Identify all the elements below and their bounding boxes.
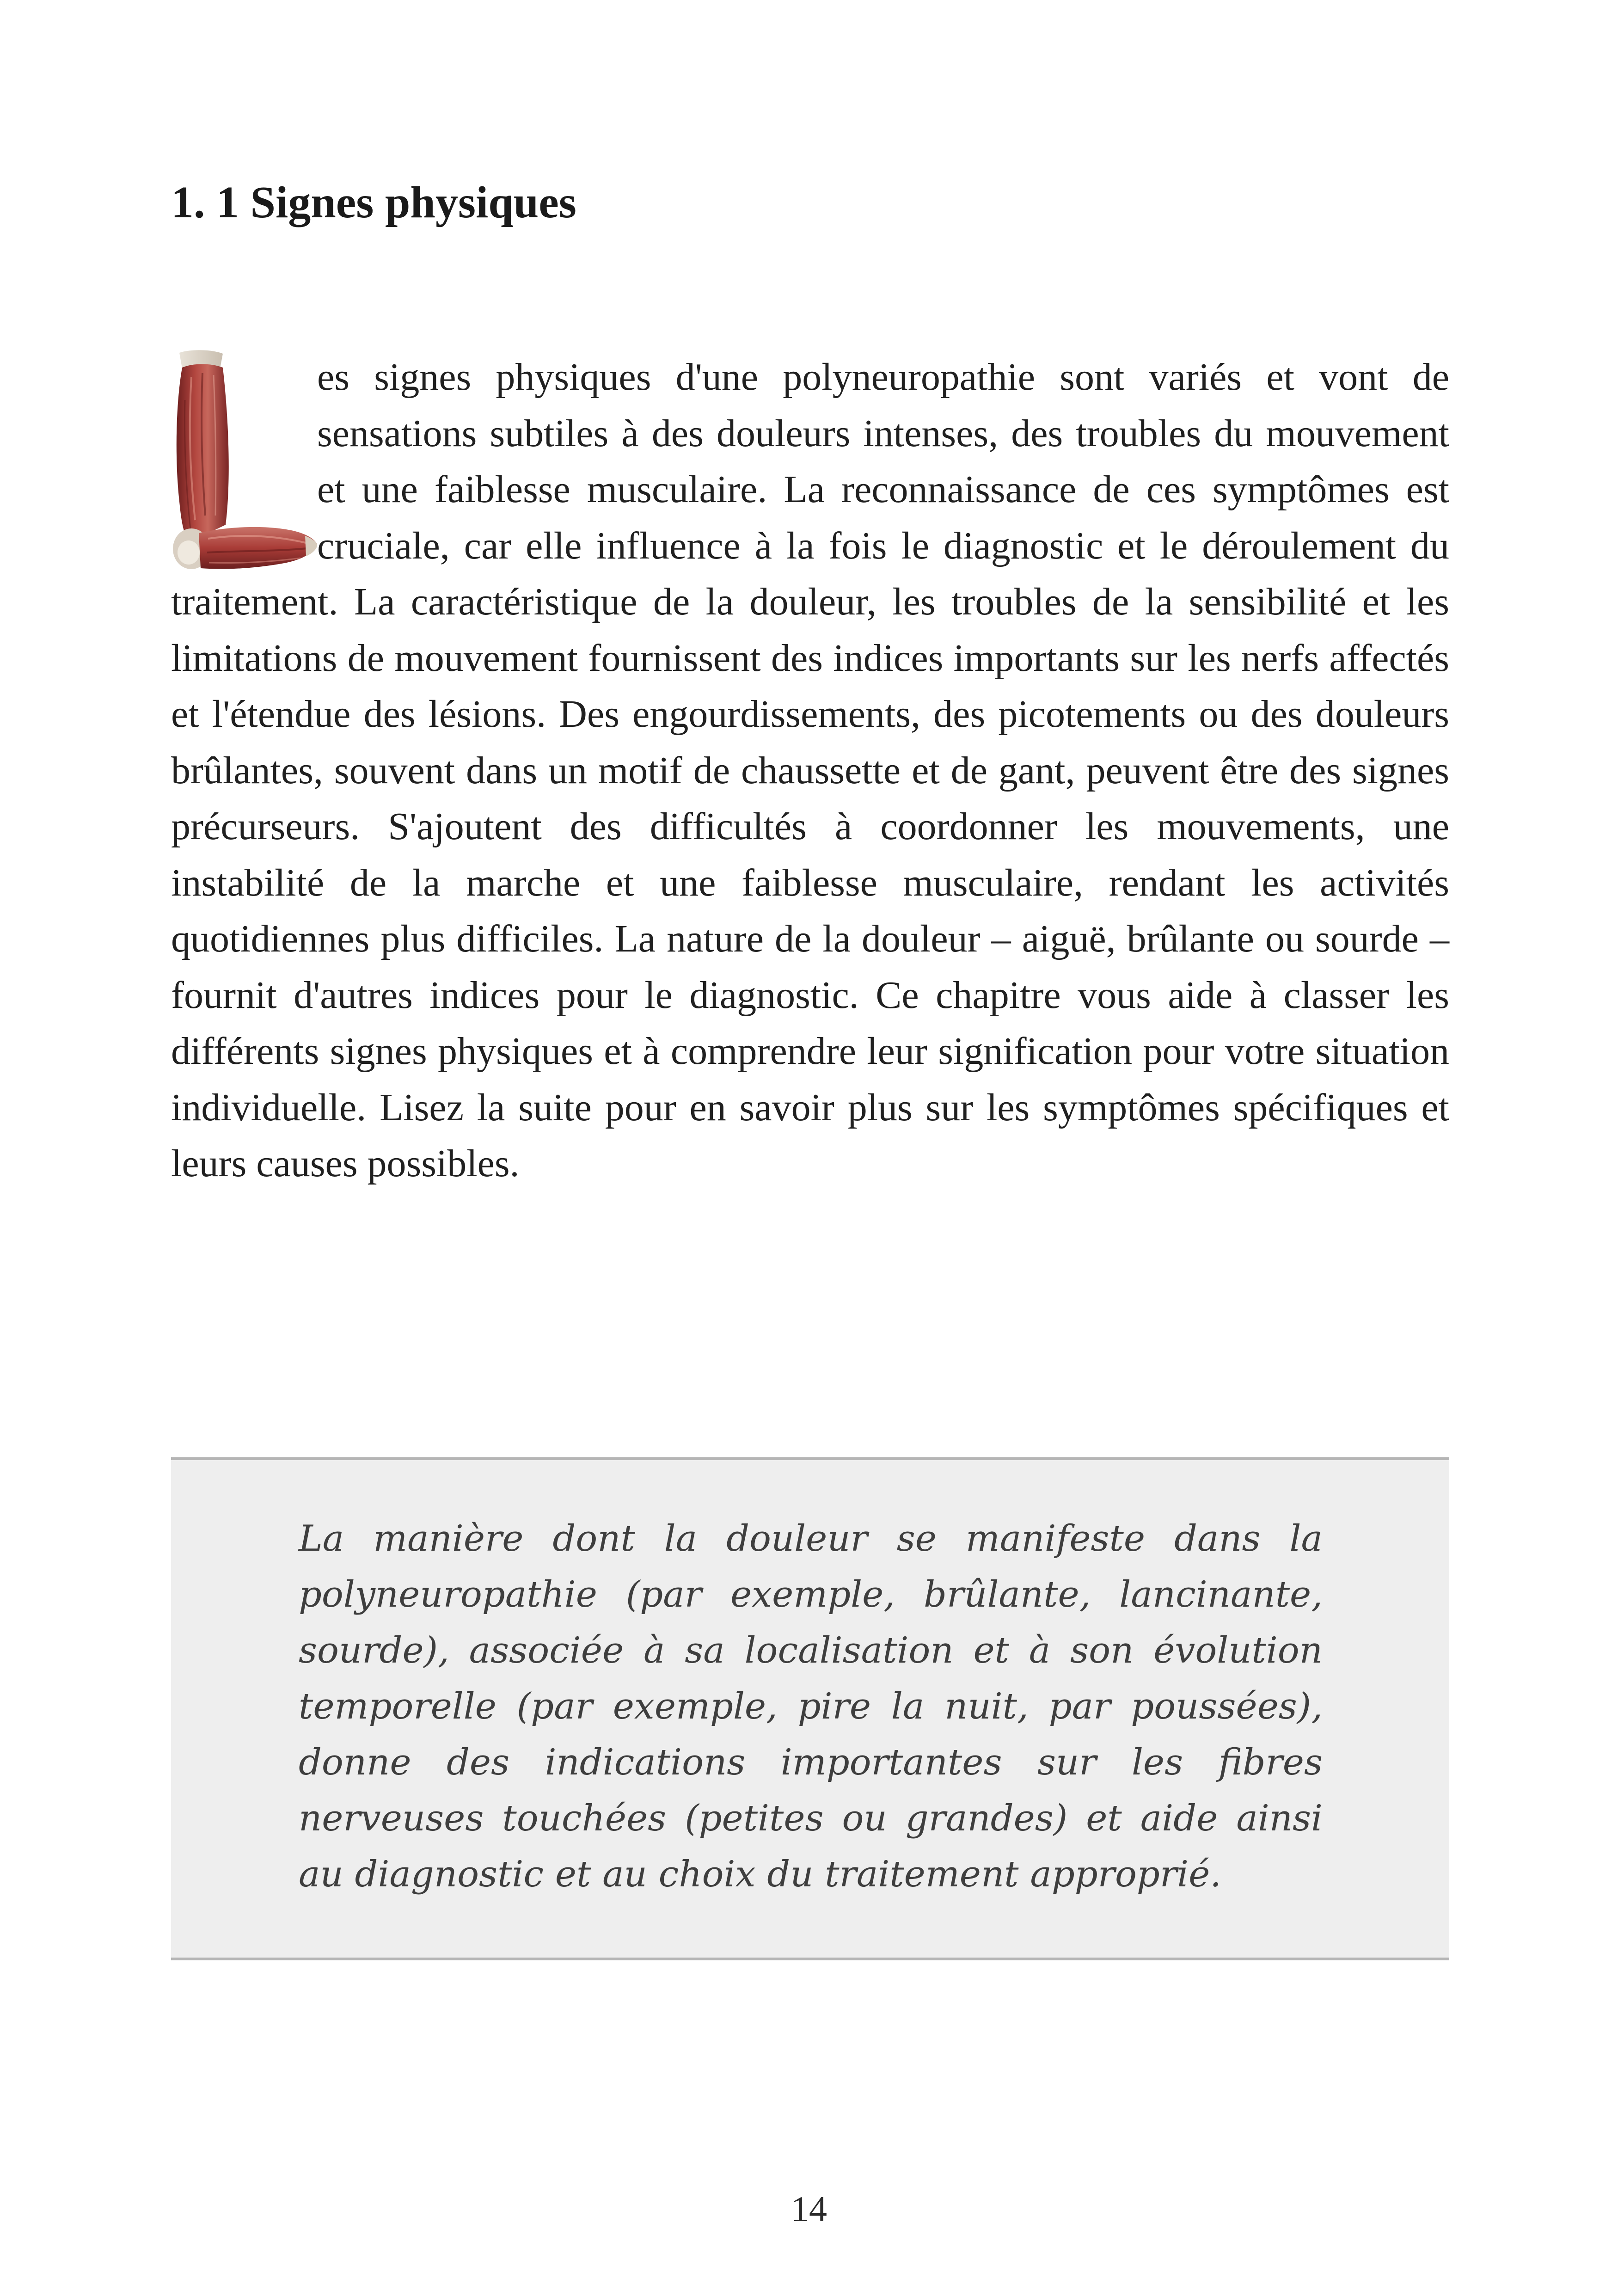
section-heading: 1. 1 Signes physiques [171, 178, 576, 227]
callout-box [171, 1457, 1449, 1960]
callout-text: La manière dont la douleur se manifeste dans la polyneuropathie (par exemple, brûlante, lancinante, sourde), associée à sa localisation et à son évolution temporelle (par exemple, pire la nuit, par poussées), donne des indications importantes sur les fibres nerveuses touchées (petites ou grandes) et aide ainsi au diagnostic et au choix du traitement approprié. [299, 1518, 1323, 1895]
drop-cap-letter-l-muscle-image [171, 349, 317, 574]
body-paragraph [171, 349, 1449, 1192]
body-paragraph-text: es signes physiques d'une polyneuropathie sont variés et vont de sensations subtiles à des douleurs intenses, des troubles du mouvement et une faiblesse musculaire. La reconnaissance de ces symptômes est cruciale, car elle influence à la fois le diagnostic et le déroulement du traitement. La caractéristique de la douleur, les troubles de la sensibilité et les limitations de mouvement fournissent des indices importants sur les nerfs affectés et l'étendue des lésions. Des engourdissements, des picotements ou des douleurs brûlantes, souvent dans un motif de chaussette et de gant, peuvent être des signes précurseurs. S'ajoutent des difficultés à coordonner les mouvements, une instabilité de la marche et une faiblesse musculaire, rendant les activités quotidiennes plus difficiles. La nature de la douleur – aiguë, brûlante ou sourde – fournit d'autres indices pour le diagnostic. Ce chapitre vous aide à classer les différents signes physiques et à comprendre leur signification pour votre situation individuelle. Lisez la suite pour en savoir plus sur les symptômes spécifiques et leurs causes possibles. [171, 356, 1449, 1185]
page-number: 14 [791, 2189, 827, 2229]
